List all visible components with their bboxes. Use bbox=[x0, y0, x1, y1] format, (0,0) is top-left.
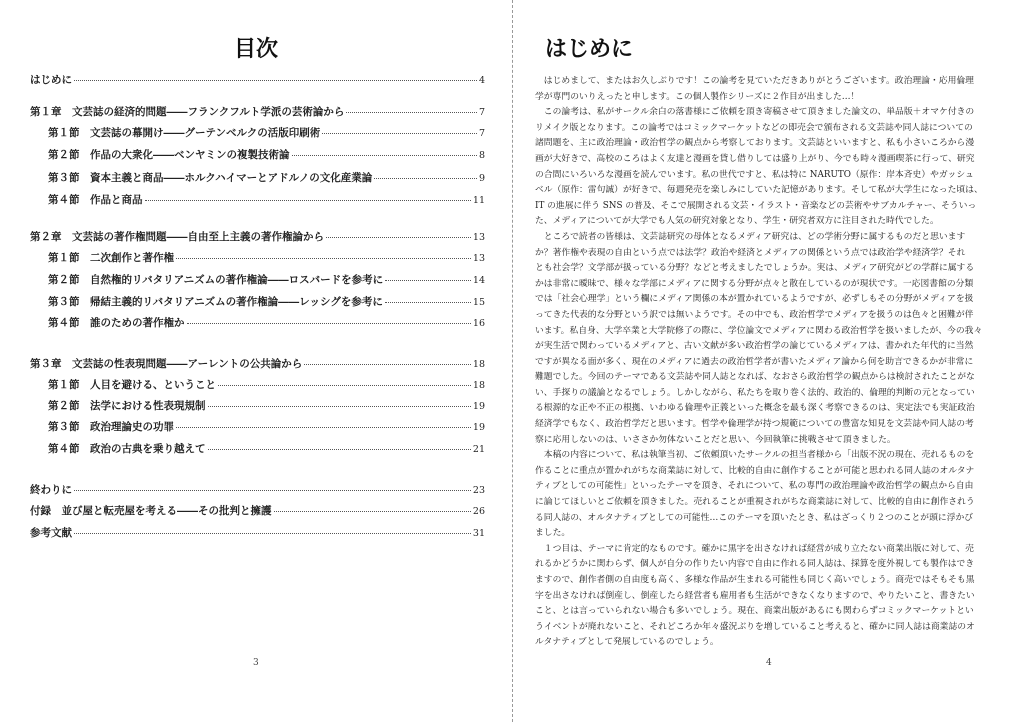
toc-entry-page-number: 11 bbox=[472, 195, 485, 206]
dot-leader bbox=[304, 364, 471, 365]
dot-leader bbox=[208, 406, 471, 407]
body-text-line: とも社会学？文学部が扱っている分野？などと考えましたでしょうか。実は、メディア研究がどの学群に属する bbox=[535, 263, 975, 274]
toc-entry-label: 第１節 人目を避ける、ということ bbox=[48, 379, 216, 391]
toc-entry-label: 第４節 政治の古典を乗り越えて bbox=[48, 443, 206, 455]
toc-chapter-entry[interactable] bbox=[30, 482, 485, 497]
introduction-page bbox=[513, 0, 1024, 722]
body-text-line: る根源的な正や不正の根拠、いわゆる倫理や正義といった概念を最も深く考察できるのは、実定法でも実証政治 bbox=[535, 403, 975, 414]
toc-entry-page-number: 8 bbox=[478, 150, 485, 161]
toc-chapter-entry[interactable] bbox=[30, 104, 485, 119]
toc-entry-page-number: 7 bbox=[478, 107, 485, 118]
toc-entry-label: 第２節 法学における性表現規制 bbox=[48, 400, 206, 412]
dot-leader bbox=[322, 133, 477, 134]
dot-leader bbox=[218, 385, 471, 386]
toc-chapter-entry[interactable] bbox=[30, 503, 485, 518]
toc-section-entry[interactable] bbox=[48, 125, 485, 140]
introduction-title: はじめに bbox=[545, 36, 634, 62]
toc-section-entry[interactable] bbox=[48, 377, 485, 392]
toc-section-entry[interactable] bbox=[48, 441, 485, 456]
body-text-line: た、メディアについてが大学でも人気の研究対象となり、学生・研究者双方に注目された時代でした。 bbox=[535, 216, 939, 227]
toc-entry-page-number: 19 bbox=[472, 401, 485, 412]
toc-title: 目次 bbox=[233, 36, 278, 62]
toc-entry-label: 第１章 文芸誌の経済的問題――フランクフルト学派の芸術論から bbox=[30, 106, 345, 118]
dot-leader bbox=[385, 280, 471, 281]
body-text-line: かは非常に曖昧で、様々な学部にメディアに関する分野が点々と散在しているのが現状です。一応図書館の分類 bbox=[535, 278, 974, 289]
toc-entry-label: 第１節 二次創作と著作権 bbox=[48, 252, 174, 264]
body-text-line: 字を出さなければ倒産し、倒産したら経営者も雇用者も生活ができなくなりますので、やりたいこと、書きたい bbox=[535, 590, 975, 601]
toc-chapter-entry[interactable] bbox=[30, 525, 485, 540]
toc-entry-label: 終わりに bbox=[30, 484, 72, 496]
toc-entry-page-number: 23 bbox=[472, 485, 485, 496]
toc-entry-label: 第２節 作品の大衆化――ベンヤミンの複製技術論 bbox=[48, 149, 290, 161]
body-text-line: 学が専門のいりえったと申します。この個人製作シリーズに２作目が出ました…！ bbox=[535, 91, 860, 102]
toc-entry-label: 第２章 文芸誌の著作権問題――自由至上主義の著作権論から bbox=[30, 231, 324, 243]
page-number: 3 bbox=[253, 658, 259, 668]
dot-leader bbox=[274, 511, 471, 512]
body-text-line: 諸問題を、主に政治理論・政治哲学の観点から考察しております。文芸誌といいますと、私も小さいころから漫 bbox=[535, 138, 975, 149]
toc-entry-label: 第４節 誰のための著作権か bbox=[48, 317, 185, 329]
dot-leader bbox=[74, 490, 471, 491]
toc-entry-page-number: 9 bbox=[478, 173, 485, 184]
body-text-line: 画が大好きで、高校のころはよく友達と漫画を貸し借りしては盛り上がり、今でも時々漫画喫茶に行って、研究 bbox=[535, 153, 975, 164]
body-text-line: ティブとしての可能性」といったテーマを頂き、それについて、私の専門の政治理論や政治哲学の観点から自由 bbox=[535, 481, 974, 492]
body-text-line: この論考は、私がサークル余白の落書様にご依頼を頂き寄稿させて頂きました論文の、単品版＋オマケ付きの bbox=[535, 107, 975, 118]
page-number: 4 bbox=[766, 658, 772, 668]
body-text-line: では「社会心理学」という欄にメディア関係の本が置かれているようですが、必ずしもその分野がメディアを扱 bbox=[535, 294, 974, 305]
body-text-line: 経済学でもなく、政治哲学だと思います。哲学や倫理学が持つ規範についての豊富な知見を文芸誌や同人誌の考 bbox=[535, 419, 974, 430]
toc-chapter-entry[interactable] bbox=[30, 72, 485, 87]
body-text-line: ところで読者の皆様は、文芸誌研究の母体となるメディア研究は、どの学術分野に属するものだと思います bbox=[535, 231, 966, 242]
toc-entry-label: 参考文献 bbox=[30, 527, 72, 539]
dot-leader bbox=[74, 80, 477, 81]
toc-entry-label: 付録 並び屋と転売屋を考える――その批判と擁護 bbox=[30, 505, 272, 517]
body-text-line: か？著作権や表現の自由という点では法学？政治や経済とメディアの関係という点では政治学や経済学？それ bbox=[535, 247, 966, 258]
dot-leader bbox=[374, 178, 477, 179]
body-text-line: い、手探りの議論となるでしょう。しかしながら、私たちを取り巻く法的、政治的、倫理的判断の元となってい bbox=[535, 387, 975, 398]
toc-entry-page-number: 7 bbox=[478, 128, 485, 139]
toc-chapter-entry[interactable] bbox=[30, 356, 485, 371]
toc-entry-label: 第２節 自然権的リバタリアニズムの著作権論――ロスバードを参考に bbox=[48, 274, 384, 286]
toc-entry-page-number: 21 bbox=[472, 444, 485, 455]
toc-entry-label: 第３節 政治理論史の功罪 bbox=[48, 421, 174, 433]
dot-leader bbox=[74, 533, 471, 534]
toc-section-entry[interactable] bbox=[48, 272, 485, 287]
dot-leader bbox=[208, 449, 471, 450]
toc-section-entry[interactable] bbox=[48, 192, 485, 207]
toc-entry-label: 第１節 文芸誌の幕開け――グーテンベルクの活版印刷術 bbox=[48, 127, 321, 139]
toc-entry-label: はじめに bbox=[30, 74, 72, 86]
toc-entry-page-number: 26 bbox=[472, 506, 485, 517]
dot-leader bbox=[346, 112, 477, 113]
body-text-line: ですが異なる面が多く、現在のメディアに過去の政治哲学者が書いたメディア論から何を助言できるかが非常に bbox=[535, 356, 974, 367]
body-text-line: 本稿の内容について、私は執筆当初、ご依頼頂いたサークルの担当者様から「出版不況の現在、売れるものを bbox=[535, 450, 975, 461]
toc-section-entry[interactable] bbox=[48, 294, 485, 309]
dot-leader bbox=[145, 200, 471, 201]
dot-leader bbox=[176, 427, 471, 428]
body-text-line: 察に応用しないのは、いささか勿体ないことだと思い、今回執筆に挑戦させて頂きました。 bbox=[535, 434, 896, 445]
toc-entry-label: 第３節 資本主義と商品――ホルクハイマーとアドルノの文化産業論 bbox=[48, 172, 373, 184]
toc-entry-page-number: 18 bbox=[472, 359, 485, 370]
toc-entry-page-number: 13 bbox=[472, 253, 485, 264]
body-text-line: 作ることに重点が置かれがちな商業誌に対して、比較的自由に創作することが可能と思われる同人誌のオルタナ bbox=[535, 465, 975, 476]
body-text-line: ってきた代表的な分野という訳では無いようです。その中でも、政治哲学でメディアを扱うのは色々と困難が伴 bbox=[535, 309, 974, 320]
body-text-line: れるかどうかに関わらず、個人が自分の作りたい内容で自由に作れる同人誌は、採算を度外視しても製作はでき bbox=[535, 559, 975, 570]
toc-entry-page-number: 15 bbox=[472, 297, 485, 308]
toc-entry-page-number: 14 bbox=[472, 275, 485, 286]
dot-leader bbox=[326, 237, 471, 238]
body-text-line: こと、とは言っていられない場合も多いでしょう。現在、商業出版があるにも関わらずコミックマーケットとい bbox=[535, 606, 974, 617]
body-text-line: ますので、創作者側の自由度も高く、多様な作品が生まれる可能性も同じく高いでしょう。商売ではそもそも黒 bbox=[535, 575, 975, 585]
toc-section-entry[interactable] bbox=[48, 170, 485, 185]
toc-section-entry[interactable] bbox=[48, 315, 485, 330]
body-text-line: の合間にいろいろな漫画を読んでいます。私の世代ですと、私は特に NARUTO（原作：岸本斉史）やガッシュ bbox=[535, 169, 974, 180]
dot-leader bbox=[385, 302, 471, 303]
body-text-line: ルタナティブとして発展しているのでしょう。 bbox=[535, 637, 719, 648]
introduction-body bbox=[535, 74, 1005, 651]
body-text-line: る同人誌の、オルタナティブとしての可能性…このテーマを頂いたとき、私はざっくり２つのことが頭に浮かび bbox=[535, 512, 974, 523]
toc-section-entry[interactable] bbox=[48, 250, 485, 265]
toc-entry-page-number: 16 bbox=[472, 318, 485, 329]
toc-entry-label: 第３章 文芸誌の性表現問題――アーレントの公共論から bbox=[30, 358, 303, 370]
body-text-line: 難題でした。今回のテーマである文芸誌や同人誌となれば、なおさら政治哲学の観点からは検討されたことがな bbox=[535, 372, 975, 383]
body-text-line: はじめまして、またはお久しぶりです！この論考を見ていただきありがとうございます。政治理論・応用倫理 bbox=[535, 76, 974, 86]
toc-entry-label: 第３節 帰結主義的リバタリアニズムの著作権論――レッシグを参考に bbox=[48, 296, 383, 308]
body-text-line: が実生活で関わっているメディアと、古い文献が多い政治哲学の論じているメディアは、書かれた年代的に当然 bbox=[535, 341, 974, 352]
body-text-line: うイベントが廃れないこと、それどころか年々盛況ぶりを増していること考えると、確かに同人誌は商業誌のオ bbox=[535, 621, 975, 632]
toc-chapter-entry[interactable] bbox=[30, 229, 485, 244]
toc-section-entry[interactable] bbox=[48, 419, 485, 434]
body-text-line: ベル（原作：雷句誠）が好きで、毎週発売を楽しみにしていた記憶があります。そして私が大学生になった頃は、 bbox=[535, 185, 983, 196]
body-text-line: います。私自身、大学卒業と大学院修了の際に、学位論文でメディアに関わる政治哲学を扱いましたが、今の我々 bbox=[535, 325, 983, 336]
toc-section-entry[interactable] bbox=[48, 398, 485, 413]
body-text-line: １つ目は、テーマに肯定的なものです。確かに黒字を出さなければ経営が成り立たない商業出版に対して、売 bbox=[535, 543, 974, 554]
toc-entry-page-number: 4 bbox=[478, 75, 485, 86]
body-text-line: ました。 bbox=[535, 528, 571, 539]
body-text-line: に論じてほしいとご依頼を頂きました。売れることが重視されがちな商業誌に対して、比較的自由に創作されう bbox=[535, 497, 975, 508]
body-text-line: リメイク版となります。この論考ではコミックマーケットなどの即売会で頒布される文芸誌や同人誌についての bbox=[535, 122, 973, 133]
dot-leader bbox=[176, 258, 471, 259]
body-text-line: IT の進展に伴う SNS の普及、そこで展開される文芸・イラスト・音楽などの芸術やサブカルチャー、そういっ bbox=[535, 200, 977, 211]
toc-entry-page-number: 31 bbox=[472, 528, 485, 539]
dot-leader bbox=[187, 323, 471, 324]
toc-entry-page-number: 18 bbox=[472, 380, 485, 391]
toc-entry-page-number: 13 bbox=[472, 232, 485, 243]
toc-entry-page-number: 19 bbox=[472, 422, 485, 433]
toc-section-entry[interactable] bbox=[48, 147, 485, 162]
toc-entry-label: 第４節 作品と商品 bbox=[48, 194, 143, 206]
dot-leader bbox=[292, 155, 477, 156]
